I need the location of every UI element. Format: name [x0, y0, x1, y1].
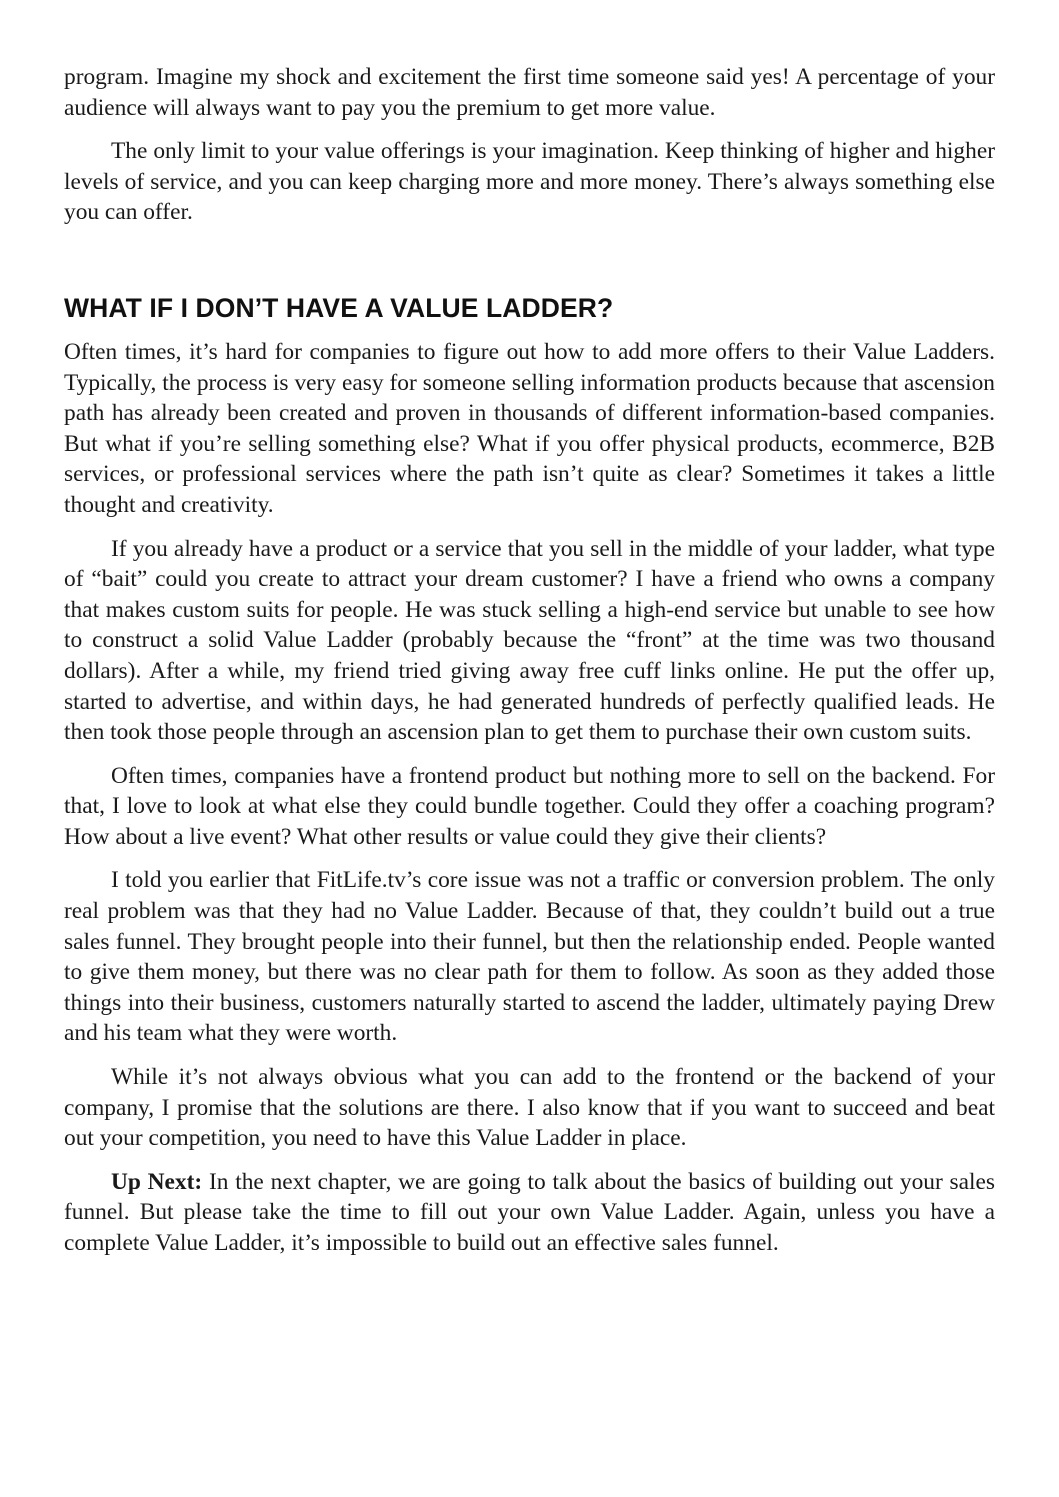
intro-paragraph-1: program. Imagine my shock and excitement the first time someone said yes! A percentage of your audience will always want to pay you the premium to get more value. [64, 64, 995, 121]
intro-paragraph-2: The only limit to your value offerings is your imagination. Keep thinking of higher and higher levels of service, and you can keep charging more and more money. There’s always something else you can offer. [64, 138, 995, 226]
book-page [64, 62, 995, 1272]
up-next-paragraph [64, 1167, 995, 1259]
up-next-text: In the next chapter, we are going to talk about the basics of building out your sales funnel. But please take the time to fill out your own Value Ladder. Again, unless you have a complete Value Ladder, it’s impossible to build out an effective sales funnel. [64, 1168, 996, 1256]
section-paragraph-2: If you already have a product or a service that you sell in the middle of your ladder, what type of “bait” could you create to attract your dream customer? I have a friend who owns a company that makes custom suits for people. He was stuck selling a high-end service but unable to see how to construct a solid Value Ladder (probably because the “front” at the time was two thousand dollars). After a while, my friend tried giving away free cuff links online. He put the offer up, started to advertise, and within days, he had generated hundreds of perfectly qualified leads. He then took those people through an ascension plan to get them to purchase their own custom suits. [64, 535, 995, 746]
section-paragraph-4: I told you earlier that FitLife.tv’s core issue was not a traffic or conversion problem. The only real problem was that they had no Value Ladder. Because of that, they couldn’t build out a true sales funnel. They brought people into their funnel, but then the relationship ended. People wanted to give them money, but there was no clear path for them to follow. As soon as they added those things into their business, customers naturally started to ascend the ladder, ultimately paying Drew and his team what they were worth. [64, 867, 995, 1047]
section-paragraph-3: Often times, companies have a frontend product but nothing more to sell on the backend. For that, I love to look at what else they could bundle together. Could they offer a coaching program? How about a live event? What other results or value could they give their clients? [64, 762, 995, 850]
section-paragraph-5: While it’s not always obvious what you can add to the frontend or the backend of your company, I promise that the solutions are there. I also know that if you want to succeed and beat out your competition, you need to have this Value Ladder in place. [64, 1064, 995, 1152]
section-paragraph-1: Often times, it’s hard for companies to figure out how to add more offers to their Value Ladders. Typically, the process is very easy for someone selling information products because that ascension path has already been created and proven in thousands of different information-based companies. But what if you’re selling something else? What if you offer physical products, ecommerce, B2B services, or professional services where the path isn’t quite as clear? Sometimes it takes a little thought and creativity. [64, 338, 995, 518]
section-heading: WHAT IF I DON’T HAVE A VALUE LADDER? [64, 292, 614, 323]
up-next-label: Up Next: [111, 1168, 203, 1195]
